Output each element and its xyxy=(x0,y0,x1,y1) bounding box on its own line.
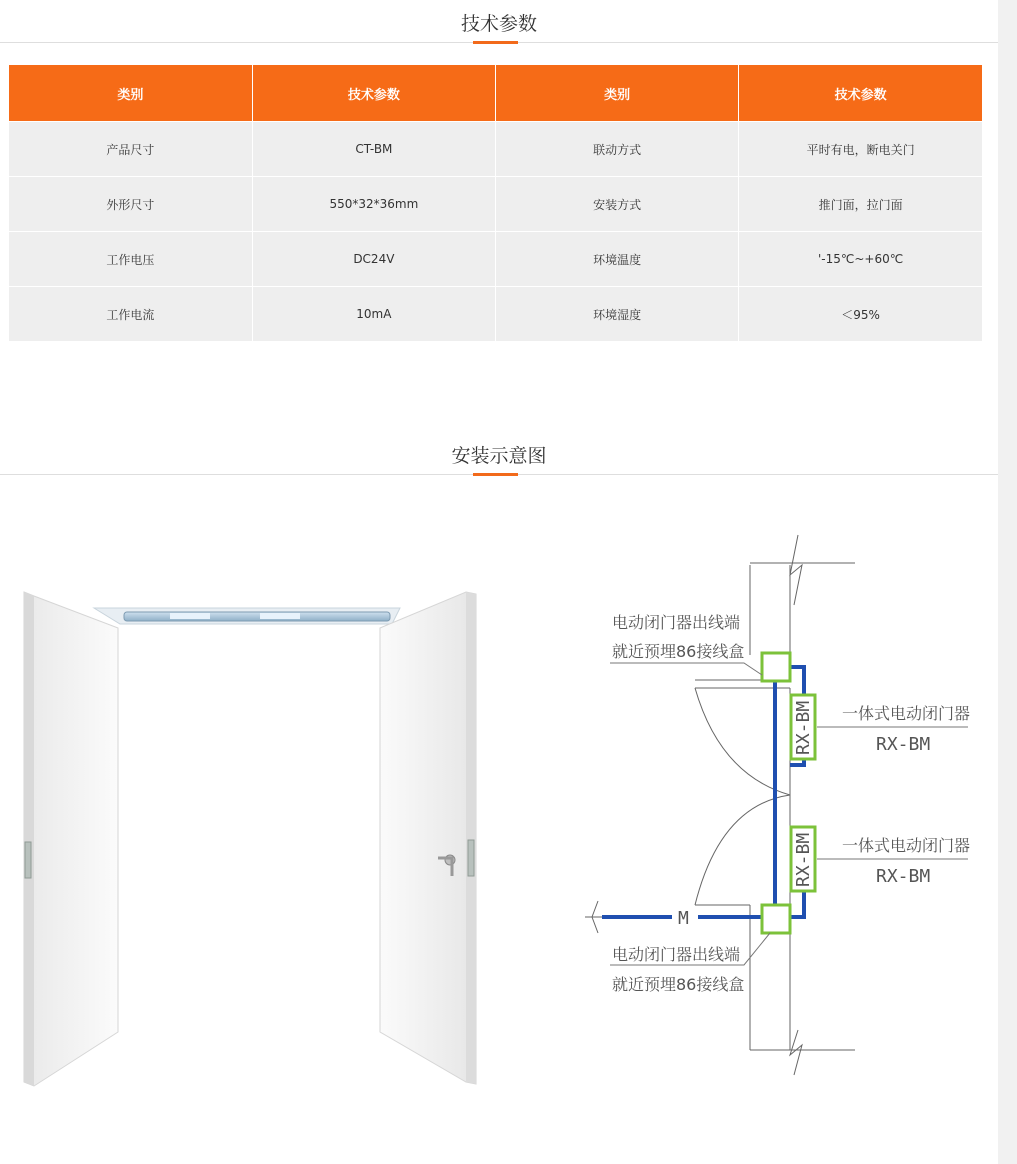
table-cell: 推门面，拉门面 xyxy=(739,177,982,232)
bottom-box-label-line1: 电动闭门器出线端 xyxy=(612,945,741,964)
table-cell: 安装方式 xyxy=(496,177,739,232)
header-category-2: 类别 xyxy=(496,65,739,122)
title-underline xyxy=(473,473,518,476)
closer-model-1: RX-BM xyxy=(876,734,931,755)
header-category-1: 类别 xyxy=(9,65,252,122)
table-cell: '-15℃~+60℃ xyxy=(739,232,982,287)
closer-label-2: 一体式电动闭门器 xyxy=(842,836,971,855)
table-row xyxy=(9,232,982,287)
junction-box-top xyxy=(762,653,790,681)
table-cell: 平时有电，断电关门 xyxy=(739,122,982,177)
section-header-install xyxy=(0,432,998,475)
table-cell: 环境湿度 xyxy=(496,287,739,342)
section-title-install: 安装示意图 xyxy=(451,445,547,467)
bottom-box-label-line2: 就近预埋86接线盒 xyxy=(612,975,745,994)
table-header-row xyxy=(9,65,982,122)
table-cell: 联动方式 xyxy=(496,122,739,177)
closer-model-2: RX-BM xyxy=(876,866,931,887)
door-closer-bar xyxy=(124,612,390,621)
left-door-leaf xyxy=(24,592,118,1086)
tech-params-table xyxy=(9,65,982,341)
title-underline xyxy=(473,41,518,44)
double-door-illustration xyxy=(20,580,500,1100)
table-row xyxy=(9,177,982,232)
top-box-label-line2: 就近预埋86接线盒 xyxy=(612,642,745,661)
scrollbar-track[interactable] xyxy=(998,0,1017,1164)
table-cell: 10mA xyxy=(252,287,495,342)
table-cell: 550*32*36mm xyxy=(252,177,495,232)
table-cell: DC24V xyxy=(252,232,495,287)
header-params-1: 技术参数 xyxy=(252,65,495,122)
table-row xyxy=(9,287,982,342)
right-door-leaf xyxy=(380,592,476,1084)
top-box-label-line1: 电动闭门器出线端 xyxy=(612,613,741,632)
closer-vertical-tag-1: RX-BM xyxy=(793,700,814,755)
installation-diagram xyxy=(580,525,1000,1085)
table-cell: CT-BM xyxy=(252,122,495,177)
table-row xyxy=(9,122,982,177)
junction-box-bottom xyxy=(762,905,790,933)
closer-label-1: 一体式电动闭门器 xyxy=(842,704,971,723)
section-header-params xyxy=(0,0,998,43)
line-marker-m: M xyxy=(678,908,689,929)
table-cell: 产品尺寸 xyxy=(9,122,252,177)
table-cell: 外形尺寸 xyxy=(9,177,252,232)
table-cell: 工作电流 xyxy=(9,287,252,342)
header-params-2: 技术参数 xyxy=(739,65,982,122)
closer-vertical-tag-2: RX-BM xyxy=(793,832,814,887)
table-cell: 工作电压 xyxy=(9,232,252,287)
table-cell: ＜95% xyxy=(739,287,982,342)
section-title-params: 技术参数 xyxy=(460,13,537,35)
table-cell: 环境温度 xyxy=(496,232,739,287)
